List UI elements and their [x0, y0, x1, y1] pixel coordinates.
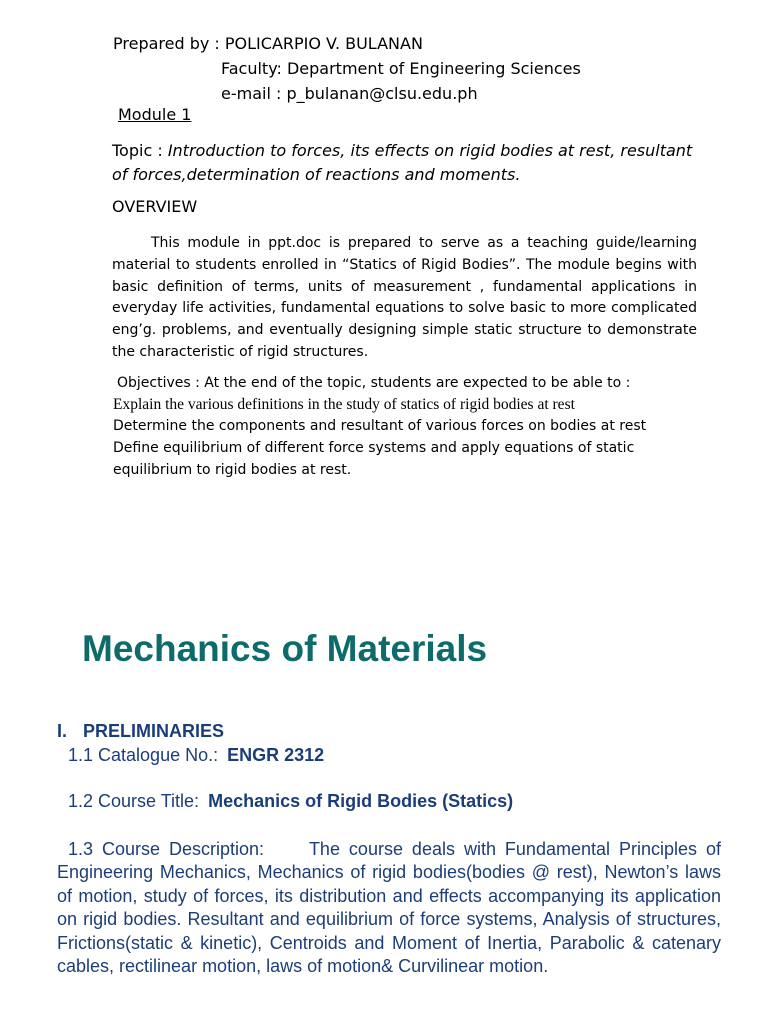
objectives-intro: Objectives : At the end of the topic, students are expected to be able to :	[117, 375, 631, 391]
section-number: I.	[57, 721, 68, 741]
email-line: e-mail : p_bulanan@clsu.edu.ph	[221, 84, 478, 103]
course-title-label: 1.2 Course Title:	[68, 791, 200, 811]
overview-text: This module in ppt.doc is prepared to serve as a teaching guide/learning material to students enrolled in “Statics of Rigid Bodies”. The module begins with basic definition of terms, units of measurement , fundamental applications in everyday life activities, fundamental equations to solve basic to more complicated eng’g. problems, and eventually designing simple static structure to demonstrate the characteristic of rigid structures.	[112, 235, 697, 360]
page-title: Mechanics of Materials	[82, 628, 488, 669]
section-heading: PRELIMINARIES	[83, 721, 225, 741]
description-text: The course deals with Fundamental Principles of Engineering Mechanics, Mechanics of rigid bodies(bodies @ rest), Newton’s laws of motion, study of forces, its distribution and effects accompanying its application on rigid bodies. Resultant and equilibrium of force systems, Analysis of structures, Frictions(static & kinetic), Centroids and Moment of Inertia, Parabolic & catenary cables, rectilinear motion, laws of motion& Curvilinear motion.	[57, 839, 721, 977]
preliminaries-heading	[57, 721, 224, 742]
catalogue-line	[68, 745, 324, 766]
overview-heading: OVERVIEW	[112, 197, 198, 216]
topic-label: Topic :	[112, 141, 163, 160]
overview-paragraph	[112, 233, 697, 364]
course-title-value: Mechanics of Rigid Bodies (Statics)	[208, 791, 514, 811]
catalogue-label: 1.1 Catalogue No.:	[68, 745, 219, 765]
objective-item: equilibrium to rigid bodies at rest.	[113, 462, 352, 478]
objective-item: Define equilibrium of different force systems and apply equations of static	[113, 440, 635, 456]
objective-item: Determine the components and resultant of various forces on bodies at rest	[113, 418, 647, 434]
topic-text: Introduction to forces, its effects on rigid bodies at rest, resultant of forces,determination of reactions and moments.	[112, 141, 693, 184]
prepared-by: Prepared by : POLICARPIO V. BULANAN	[113, 34, 423, 53]
catalogue-value: ENGR 2312	[227, 745, 325, 765]
faculty-line: Faculty: Department of Engineering Sciences	[221, 59, 581, 78]
objective-item: Explain the various definitions in the study of statics of rigid bodies at rest	[113, 396, 575, 413]
course-title-line	[68, 791, 513, 812]
course-description	[57, 838, 721, 978]
description-label: 1.3 Course Description:	[68, 839, 265, 859]
topic	[112, 139, 702, 187]
module-label: Module 1	[118, 105, 192, 124]
